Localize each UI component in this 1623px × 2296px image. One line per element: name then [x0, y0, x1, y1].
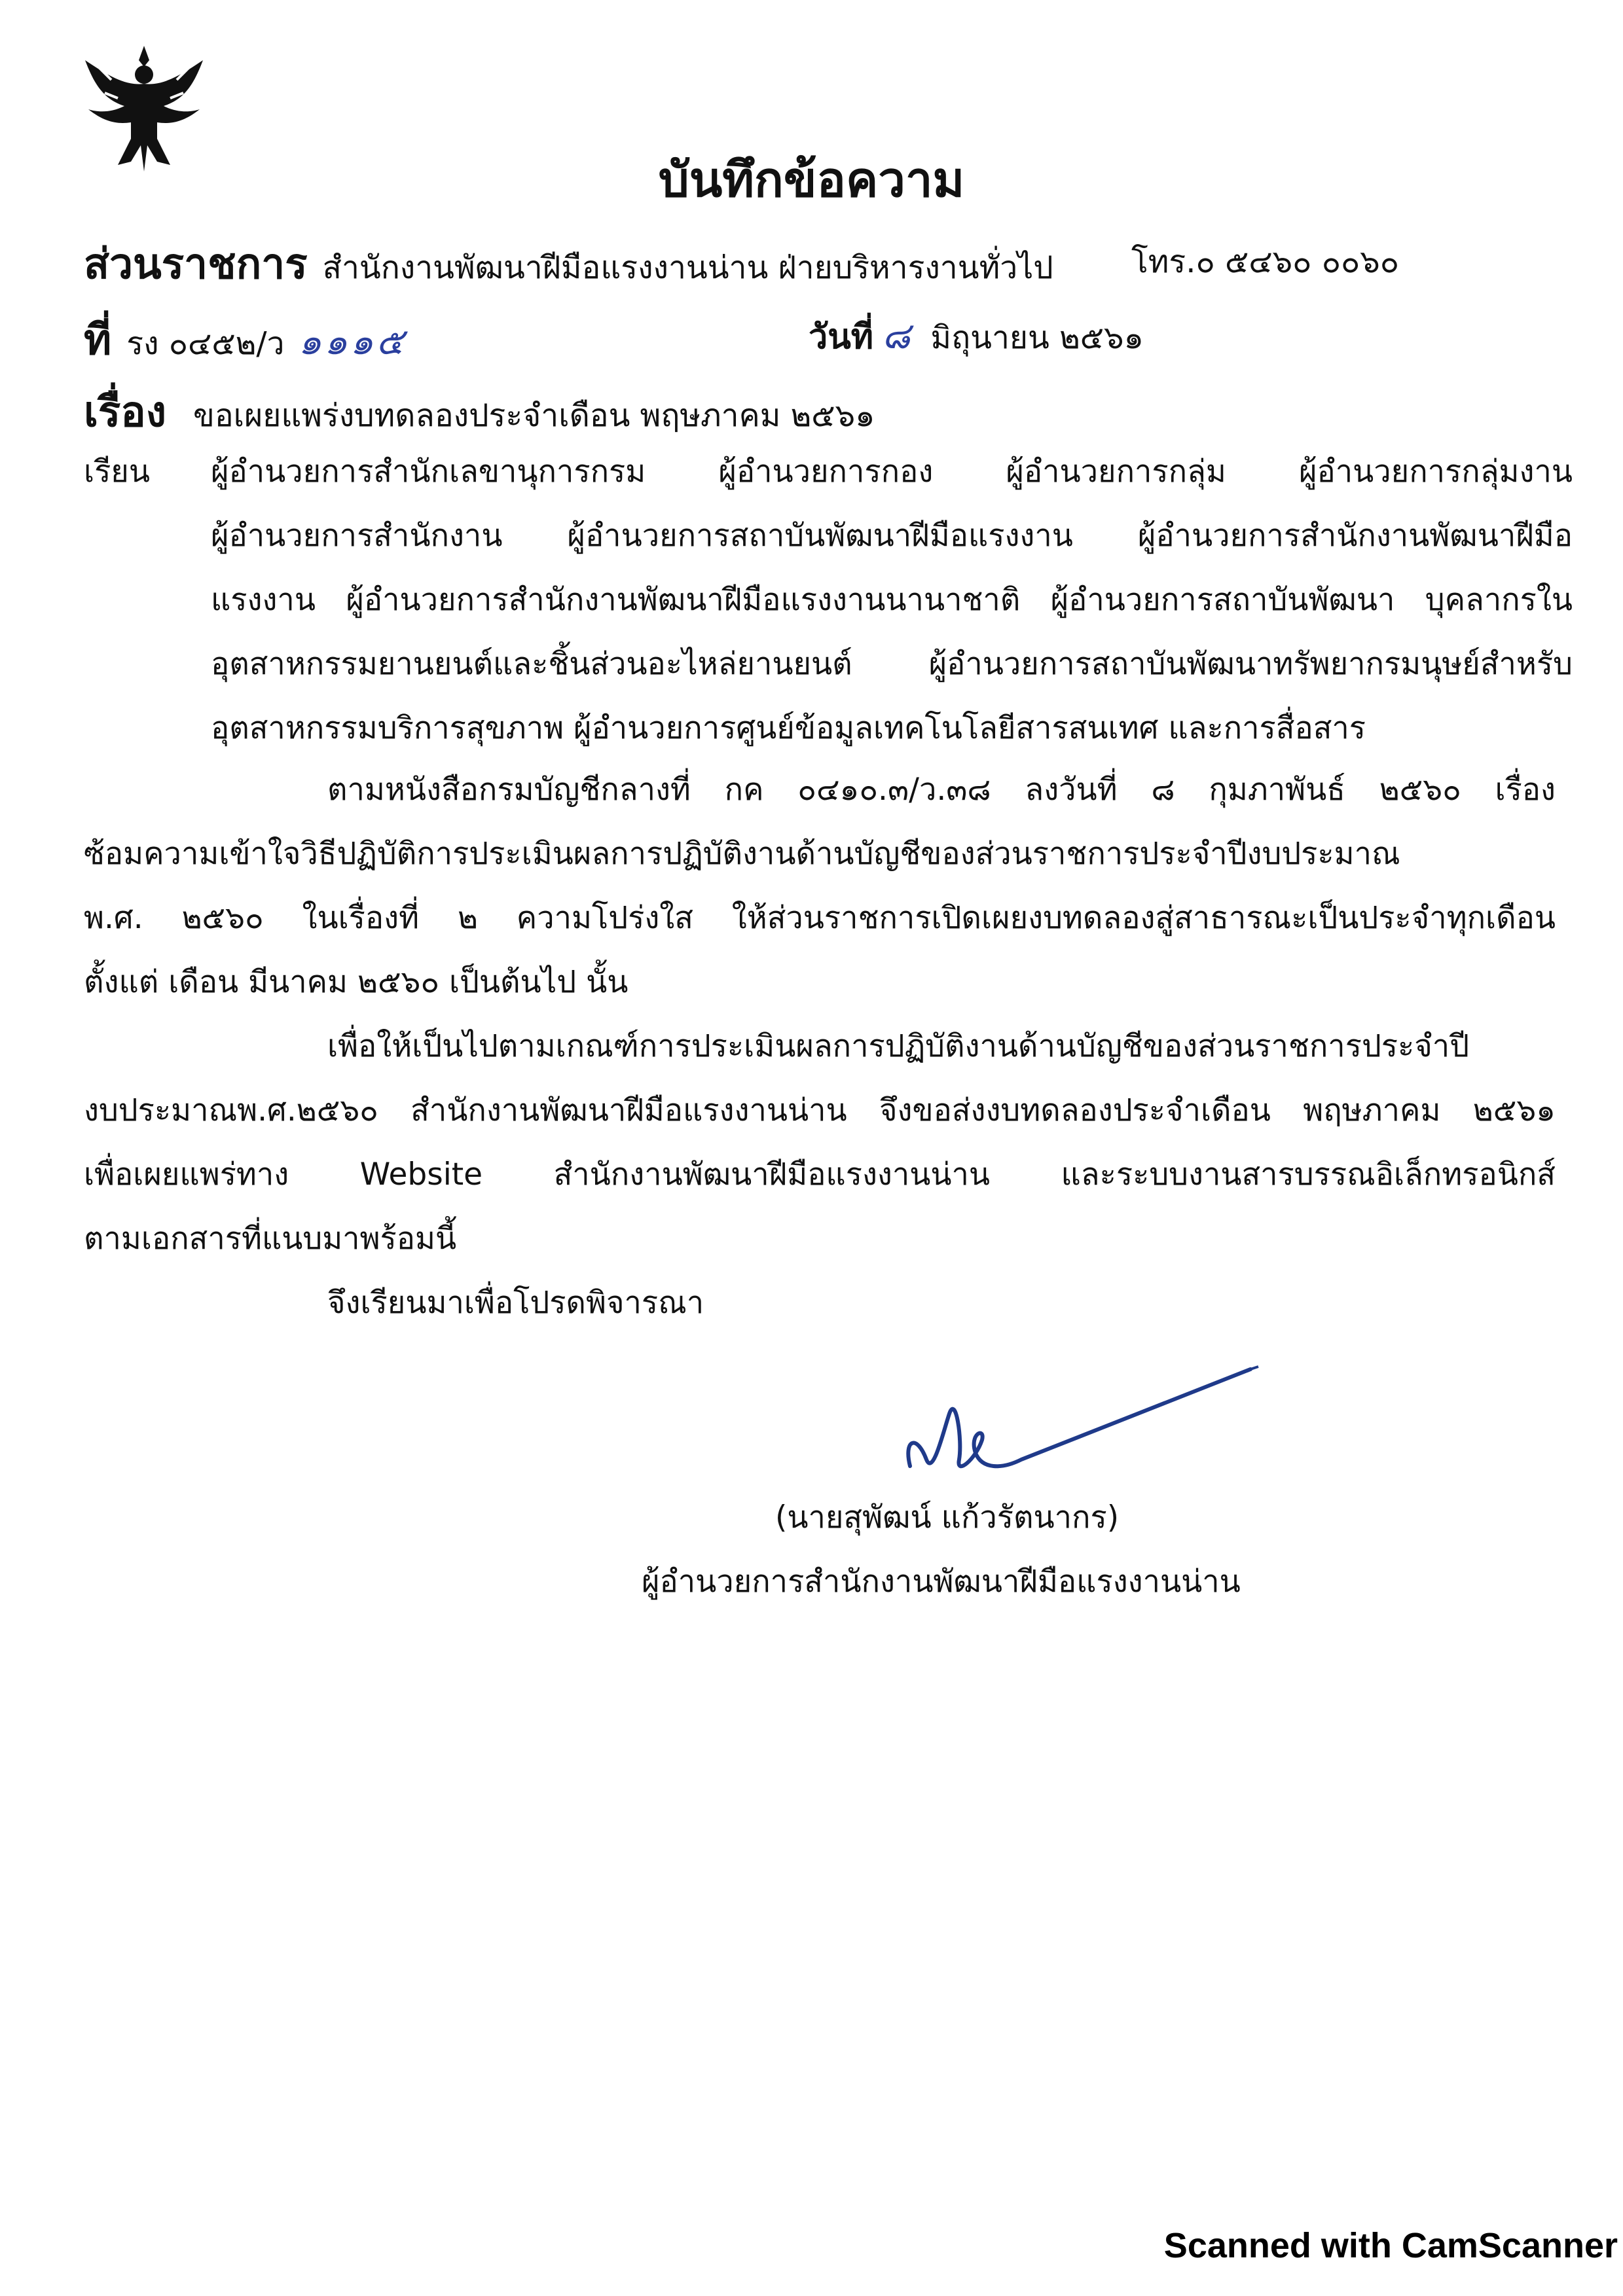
paragraph-line: ตามหนังสือกรมบัญชีกลางที่ กค ๐๔๑๐.๓/ว.๓๘ ลงวันที่ ๘ กุมภาพันธ์ ๒๕๖๐ เรื่อง — [327, 772, 1556, 808]
reference-number-handwritten: ๑๑๑๕ — [298, 321, 407, 363]
paragraph-line: งบประมาณพ.ศ.๒๕๖๐ สำนักงานพัฒนาฝีมือแรงงานน่าน จึงขอส่งงบทดลองประจำเดือน พฤษภาคม ๒๕๖๑ — [84, 1092, 1556, 1128]
paragraph-line: เพื่อเผยแพร่ทาง Website สำนักงานพัฒนาฝีมือแรงงานน่าน และระบบงานสารบรรณอิเล็กทรอนิกส์ — [84, 1157, 1556, 1193]
to-line: อุตสาหกรรมยานยนต์และชิ้นส่วนอะไหล่ยานยนต์ ผู้อำนวยการสถาบันพัฒนาทรัพยากรมนุษย์สำหรับ — [211, 646, 1573, 682]
memo-title: บันทึกข้อความ — [658, 152, 965, 208]
signer-title: ผู้อำนวยการสำนักงานพัฒนาฝีมือแรงงานน่าน — [642, 1564, 1241, 1600]
paragraph-line: ตั้งแต่ เดือน มีนาคม ๒๕๖๐ เป็นต้นไป นั้น — [84, 964, 629, 1000]
reference-prefix: รง ๐๔๕๒/ว — [126, 325, 285, 362]
to-line: ผู้อำนวยการสำนักงาน ผู้อำนวยการสถาบันพัฒนาฝีมือแรงงาน ผู้อำนวยการสำนักงานพัฒนาฝีมือ — [211, 518, 1573, 554]
to-line: แรงงาน ผู้อำนวยการสำนักงานพัฒนาฝีมือแรงงานนานาชาติ ผู้อำนวยการสถาบันพัฒนา บุคลากรใน — [211, 582, 1573, 618]
subject-value: ขอเผยแพร่งบทดลองประจำเดือน พฤษภาคม ๒๕๖๑ — [193, 397, 875, 434]
reference-label: ที่ — [84, 316, 112, 365]
paragraph-line: ซ้อมความเข้าใจวิธีปฏิบัติการประเมินผลการปฏิบัติงานด้านบัญชีของส่วนราชการประจำปีงบประมาณ — [84, 836, 1400, 872]
phone-value: โทร.๐ ๕๔๖๐ ๐๐๖๐ — [1131, 243, 1400, 280]
to-line: อุตสาหกรรมบริการสุขภาพ ผู้อำนวยการศูนย์ข้อมูลเทคโนโลยีสารสนเทศ และการสื่อสาร — [211, 710, 1366, 746]
closing-text: จึงเรียนมาเพื่อโปรดพิจารณา — [327, 1285, 704, 1321]
to-label: เรียน — [84, 454, 150, 490]
signer-name: (นายสุพัฒน์ แก้วรัตนากร) — [775, 1499, 1120, 1535]
date-month-year: มิถุนายน ๒๕๖๑ — [930, 319, 1144, 356]
subject-row — [84, 378, 875, 445]
camscanner-watermark: Scanned with CamScanner — [1163, 2226, 1618, 2265]
date-day-handwritten: ๘ — [882, 315, 913, 357]
reference-row — [84, 306, 407, 373]
agency-value: สำนักงานพัฒนาฝีมือแรงงานน่าน ฝ่ายบริหารงานทั่วไป — [322, 249, 1053, 286]
subject-label: เรื่อง — [84, 388, 166, 437]
to-line: ผู้อำนวยการสำนักเลขานุการกรม ผู้อำนวยการกอง ผู้อำนวยการกลุ่ม ผู้อำนวยการกลุ่มงาน — [211, 454, 1573, 490]
paragraph-line: พ.ศ. ๒๕๖๐ ในเรื่องที่ ๒ ความโปร่งใส ให้ส่วนราชการเปิดเผยงบทดลองสู่สาธารณะเป็นประจำทุกเดือน — [84, 900, 1556, 936]
date-label: วันที่ — [809, 317, 874, 357]
agency-row — [84, 230, 1053, 297]
date-row — [809, 306, 1144, 365]
signature — [871, 1361, 1264, 1492]
paragraph-line: เพื่อให้เป็นไปตามเกณฑ์การประเมินผลการปฏิบัติงานด้านบัญชีของส่วนราชการประจำปี — [327, 1028, 1470, 1064]
paragraph-line: ตามเอกสารที่แนบมาพร้อมนี้ — [84, 1221, 457, 1257]
agency-label: ส่วนราชการ — [84, 240, 308, 289]
